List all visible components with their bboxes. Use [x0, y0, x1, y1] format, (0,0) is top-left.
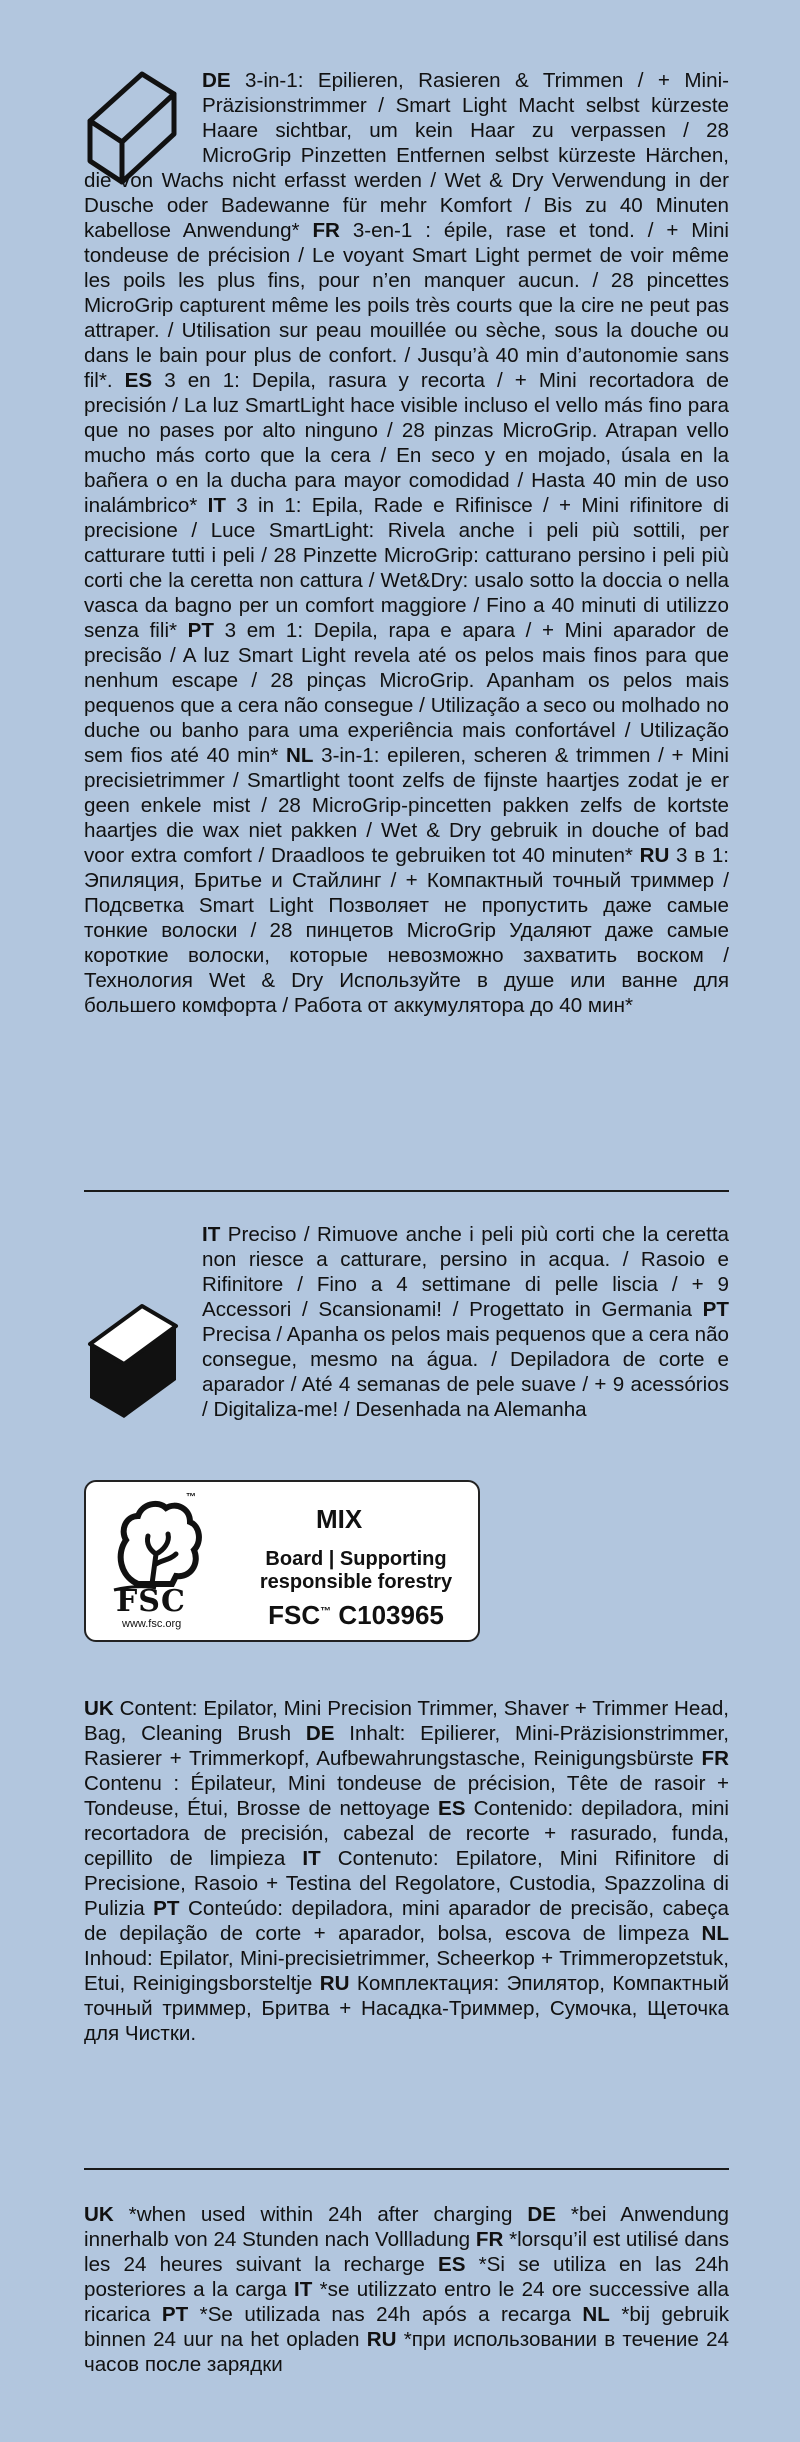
language-code-uk: UK: [84, 1697, 114, 1720]
language-text-de: 3-in-1: Epilieren, Rasieren & Trimmen / + Mini-Präzisionstrimmer / Smart Light Macht selbst kürzeste Haare sichtbar, um kein Haar zu verpassen / 28 MicroGrip Pinzetten Entfernen selbst kürzeste Härchen, die von Wachs nicht erfasst werden / Wet & Dry Verwendung in der Dusche oder Badewanne für mehr Komfort / Bis zu 40 Minuten kabellose Anwendung*: [84, 69, 729, 242]
language-text-uk: Content: Epilator, Mini Precision Trimmer, Shaver + Trimmer Head, Bag, Cleaning Brush: [84, 1697, 729, 1745]
language-text-es: 3 en 1: Depila, rasura y recorta / + Mini recortadora de precisión / La luz SmartLight hace visible incluso el vello más fino para que no pases por alto ninguno / 28 pinzas MicroGrip. Atrapan vello mucho más corto que la cera / En seco y en mojado, úsala en la bañera o en la ducha para mayor comodidad / Hasta 40 min de uso inalámbrico*: [84, 369, 729, 517]
divider-rule: [84, 1190, 729, 1192]
language-code-ru: RU: [366, 2328, 397, 2351]
language-code-pt: PT: [153, 1897, 180, 1920]
language-text-ru: Комплектация: Эпилятор, Компактный точный триммер, Бритва + Насадка-Триммер, Сумочка, Щеточка для Чистки.: [84, 1972, 729, 2045]
fsc-logo-text: FSC: [116, 1584, 186, 1619]
language-text-pt: Precisa / Apanha os pelos mais pequenos que a cera não consegue, mesmo na água. / Depiladora de corte e aparador / Até 4 semanas de pele suave / + 9 acessórios / Digitaliza-me! / Desenhada na Alemanha: [202, 1323, 729, 1421]
language-text-fr: 3-en-1 : épile, rase et tond. / + Mini tondeuse de précision / Le voyant Smart Light permet de voir même les poils les plus fins, pour n’en manquer aucun. / 28 pincettes MicroGrip capturent même les poils très courts que la cire ne peut pas attraper. / Utilisation sur peau mouillée ou sèche, sous la douche ou dans le bain pour plus de confort. / Jusqu’à 40 min d’autonomie sans fil*.: [84, 219, 729, 392]
fsc-license-code: [236, 1600, 476, 1631]
language-text-de: Inhalt: Epilierer, Mini-Präzisionstrimmer, Rasierer + Trimmerkopf, Aufbewahrungstasche, Reinigungsbürste: [84, 1722, 729, 1770]
divider-rule: [84, 2168, 729, 2170]
fsc-claim-line2: responsible forestry: [259, 1571, 453, 1593]
language-text-fr: Contenu : Épilateur, Mini tondeuse de précision, Tête de rasoir + Tondeuse, Étui, Brosse de nettoyage: [84, 1772, 729, 1820]
language-code-fr: FR: [475, 2228, 504, 2251]
language-text-es: Contenido: depiladora, mini recortadora de precisión, cabezal de recorte + rasurado, funda, cepillito de limpieza: [84, 1797, 730, 1870]
fsc-logo-tm: ™: [186, 1492, 196, 1503]
contents-text: [84, 1696, 729, 2046]
language-code-nl: NL: [701, 1922, 729, 1945]
language-text-nl: Inhoud: Epilator, Mini-precisietrimmer, Scheerkop + Trimmeropzetstuk, Etui, Reinigingsborsteltje: [84, 1947, 729, 1995]
features-text: [84, 68, 729, 1018]
language-code-it: IT: [202, 1223, 221, 1246]
footnote-text: [84, 2202, 729, 2377]
product-claims-text: [84, 1222, 729, 1427]
language-text-it: Preciso / Rimuove anche i peli più corti che la ceretta non riesce a catturare, persino in acqua. / Rasoio e Rifinitore / Fino a 4 settimane di pelle liscia / + 9 Accessori / Scansionami! / Progettato in Germania: [202, 1223, 729, 1321]
fsc-certification-label: [84, 1480, 480, 1642]
fsc-claim-line1: Board | Supporting: [265, 1548, 447, 1570]
language-text-ru: *при использовании в течение 24 часов после зарядки: [84, 2328, 729, 2376]
language-code-es: ES: [438, 1797, 466, 1820]
language-code-uk: UK: [84, 2203, 114, 2226]
language-code-pt: PT: [161, 2303, 189, 2326]
language-text-ru: 3 в 1: Эпиляция, Бритье и Стайлинг / + Компактный точный триммер / Подсветка Smart Light Позволяет не пропустить даже самые тонкие волоски / 28 пинцетов MicroGrip Удаляют даже самые короткие волоски, которые невозможно захватить воском / Технология Wet & Dry Используйте в душе или ванне для большего комфорта / Работа от аккумулятора до 40 мин*: [84, 844, 729, 1017]
language-code-it: IT: [294, 2278, 313, 2301]
language-text-it: Contenuto: Epilatore, Mini Rifinitore di Precisione, Rasoio + Testina del Regolatore, Custodia, Spazzolina di Pulizia: [84, 1847, 729, 1920]
language-code-de: DE: [305, 1722, 335, 1745]
language-text-pt: Conteúdo: depiladora, mini aparador de precisão, cabeça de depilação de corte + aparador, bolsa, escova de limpeza: [84, 1897, 729, 1945]
language-code-it: IT: [302, 1847, 321, 1870]
language-code-fr: FR: [701, 1747, 729, 1770]
language-text-pt: *Se utilizada nas 24h após a recarga: [188, 2303, 583, 2326]
language-code-it: IT: [207, 494, 226, 517]
language-text-de: *bei Anwendung innerhalb von 24 Stunden nach Vollladung: [84, 2203, 730, 2251]
fsc-url: www.fsc.org: [122, 1618, 182, 1630]
fsc-mix-label: MIX: [316, 1504, 363, 1534]
language-code-de: DE: [527, 2203, 556, 2226]
language-code-ru: RU: [319, 1972, 350, 1995]
language-code-es: ES: [124, 369, 153, 392]
language-code-nl: NL: [286, 744, 314, 767]
language-text-nl: 3-in-1: epileren, scheren & trimmen / + Mini precisietrimmer / Smartlight toont zelfs de fijnste haartjes zodat je er geen enkele mist / 28 MicroGrip-pincetten pakken zelfs de kortste haartjes die wax niet pakken / Wet & Dry gebruik in douche of bad voor extra comfort / Draadloos te gebruiken tot 40 minuten*: [84, 744, 729, 867]
language-code-es: ES: [437, 2253, 466, 2276]
language-text-es: *Si se utiliza en las 24h posteriores a la carga: [84, 2253, 729, 2301]
language-text-uk: *when used within 24h after charging: [113, 2203, 528, 2226]
fsc-code-number: C103965: [331, 1600, 444, 1630]
language-text-nl: *bij gebruik binnen 24 uur na het opladen: [84, 2303, 729, 2351]
fsc-code-tm: ™: [320, 1605, 332, 1618]
language-code-de: DE: [202, 69, 231, 92]
language-text-it: 3 in 1: Epila, Rade e Rifinisce / + Mini rifinitore di precisione / Luce SmartLight: Rivela anche i peli più sottili, per catturare tutti i peli / 28 Pinzette MicroGrip: catturano persino i peli più corti che la ceretta non cattura / Wet&Dry: usalo sotto la doccia o nella vasca da bagno per un comfort maggiore / Fino a 40 minuti di utilizzo senza fili*: [84, 494, 729, 642]
language-code-pt: PT: [702, 1298, 729, 1321]
language-text-pt: 3 em 1: Depila, rapa e apara / + Mini aparador de precisão / A luz Smart Light revela até os pelos mais finos para que nenhum escape / 28 pinças MicroGrip. Apanham os pelos mais pequenos que a cera não consegue / Utilização a seco ou molhado no duche ou banho para uma experiência mais confortável / Utilização sem fios até 40 min*: [84, 619, 729, 767]
language-text-it: *se utilizzato entro le 24 ore successive alla ricarica: [84, 2278, 729, 2326]
language-text-fr: *lorsqu’il est utilisé dans les 24 heures suivant la recharge: [84, 2228, 730, 2276]
language-code-ru: RU: [639, 844, 670, 867]
fsc-code-prefix: FSC: [268, 1600, 321, 1630]
language-code-fr: FR: [312, 219, 340, 242]
language-code-nl: NL: [582, 2303, 610, 2326]
language-code-pt: PT: [187, 619, 214, 642]
